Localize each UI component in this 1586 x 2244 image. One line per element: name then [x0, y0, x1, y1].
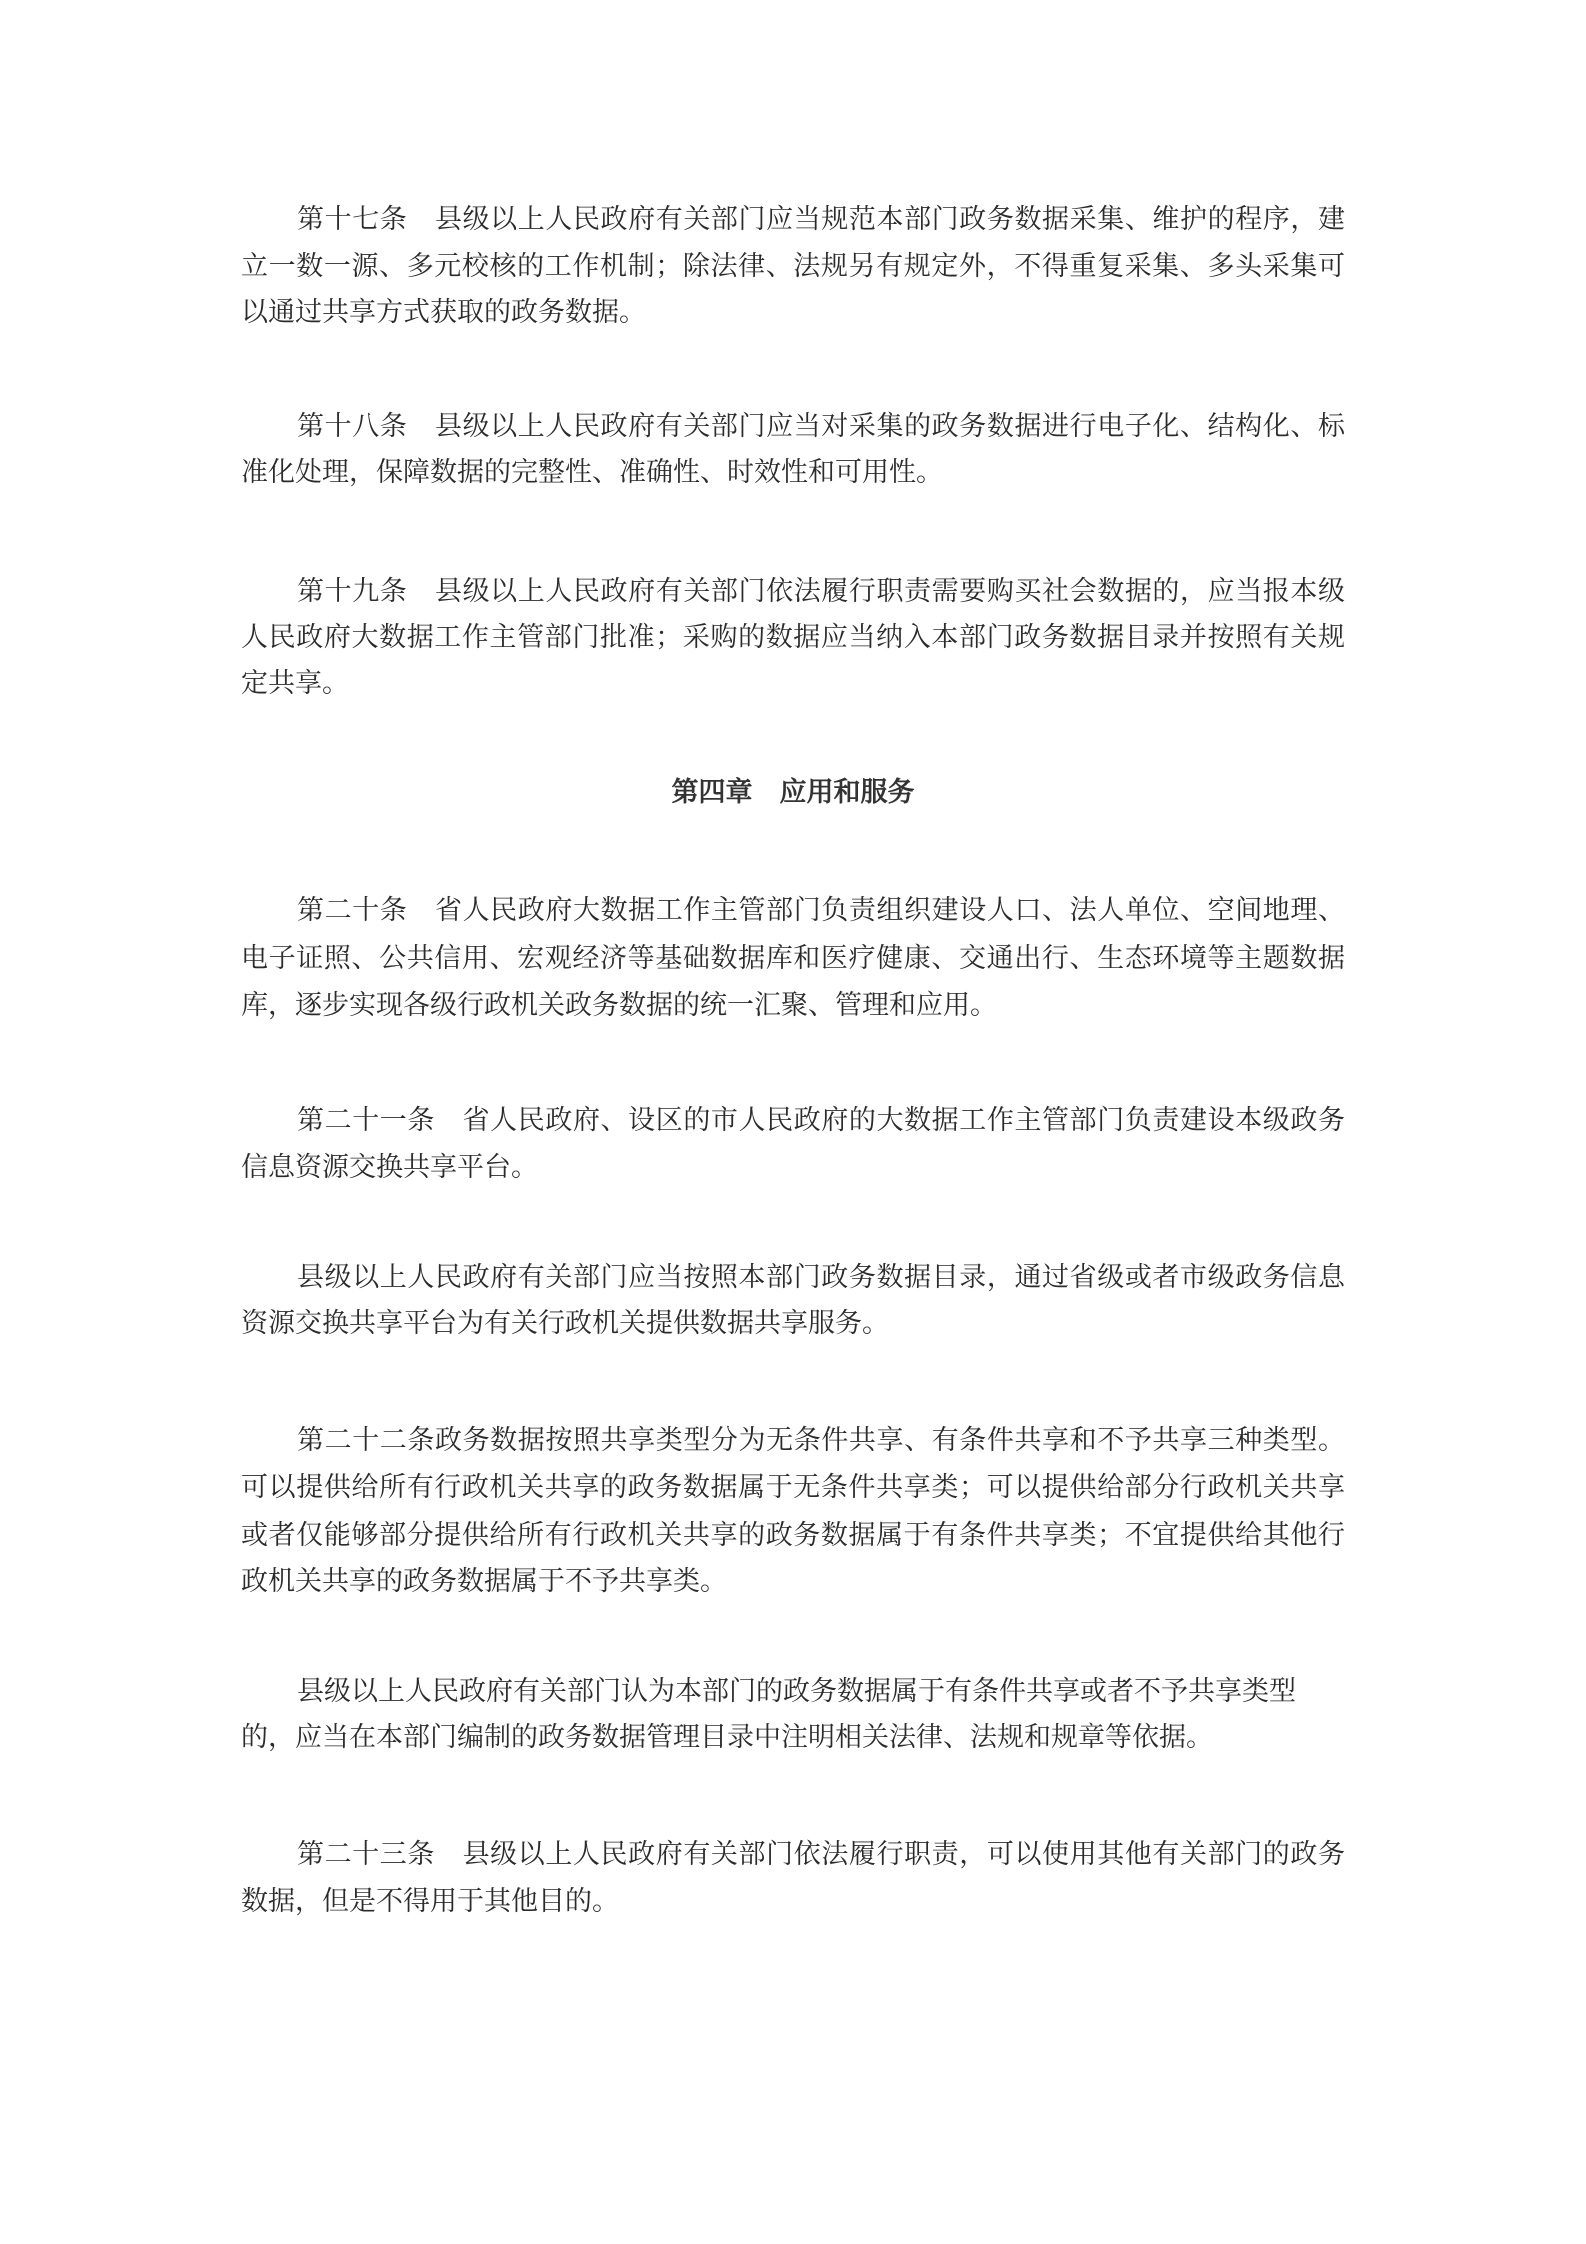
text-line: 准化处理，保障数据的完整性、准确性、时效性和可用性。 [241, 457, 943, 488]
text-line: 第十九条 县级以上人民政府有关部门依法履行职责需要购买社会数据的，应当报本级 [297, 576, 1345, 607]
text-line: 定共享。 [241, 668, 349, 699]
text-line: 的，应当在本部门编制的政务数据管理目录中注明相关法律、法规和规章等依据。 [241, 1722, 1213, 1753]
text-line: 第二十条 省人民政府大数据工作主管部门负责组织建设人口、法人单位、空间地理、 [297, 895, 1345, 926]
text-line: 库，逐步实现各级行政机关政务数据的统一汇聚、管理和应用。 [241, 990, 997, 1021]
text-line: 县级以上人民政府有关部门应当按照本部门政务数据目录，通过省级或者市级政务信息 [297, 1262, 1345, 1293]
text-line: 第二十一条 省人民政府、设区的市人民政府的大数据工作主管部门负责建设本级政务 [297, 1105, 1345, 1136]
text-line: 第二十三条 县级以上人民政府有关部门依法履行职责，可以使用其他有关部门的政务 [297, 1839, 1345, 1870]
text-line: 第十七条 县级以上人民政府有关部门应当规范本部门政务数据采集、维护的程序，建 [297, 204, 1345, 235]
text-line: 数据，但是不得用于其他目的。 [241, 1886, 619, 1917]
text-line: 信息资源交换共享平台。 [241, 1152, 538, 1183]
text-line: 以通过共享方式获取的政务数据。 [241, 297, 646, 328]
chapter-heading: 第四章 应用和服务 [671, 777, 915, 808]
text-line: 电子证照、公共信用、宏观经济等基础数据库和医疗健康、交通出行、生态环境等主题数据 [241, 943, 1345, 974]
text-line: 人民政府大数据工作主管部门批准；采购的数据应当纳入本部门政务数据目录并按照有关规 [241, 622, 1345, 653]
text-line: 第二十二条政务数据按照共享类型分为无条件共享、有条件共享和不予共享三种类型。 [297, 1425, 1345, 1456]
text-line: 资源交换共享平台为有关行政机关提供数据共享服务。 [241, 1308, 889, 1339]
text-line: 政机关共享的政务数据属于不予共享类。 [241, 1566, 727, 1597]
text-line: 立一数一源、多元校核的工作机制；除法律、法规另有规定外，不得重复采集、多头采集可 [241, 251, 1345, 282]
text-line: 或者仅能够部分提供给所有行政机关共享的政务数据属于有条件共享类；不宜提供给其他行 [241, 1520, 1345, 1551]
text-line: 第十八条 县级以上人民政府有关部门应当对采集的政务数据进行电子化、结构化、标 [297, 411, 1345, 442]
text-line: 可以提供给所有行政机关共享的政务数据属于无条件共享类；可以提供给部分行政机关共享 [241, 1472, 1345, 1503]
text-line: 县级以上人民政府有关部门认为本部门的政务数据属于有条件共享或者不予共享类型 [297, 1676, 1296, 1707]
